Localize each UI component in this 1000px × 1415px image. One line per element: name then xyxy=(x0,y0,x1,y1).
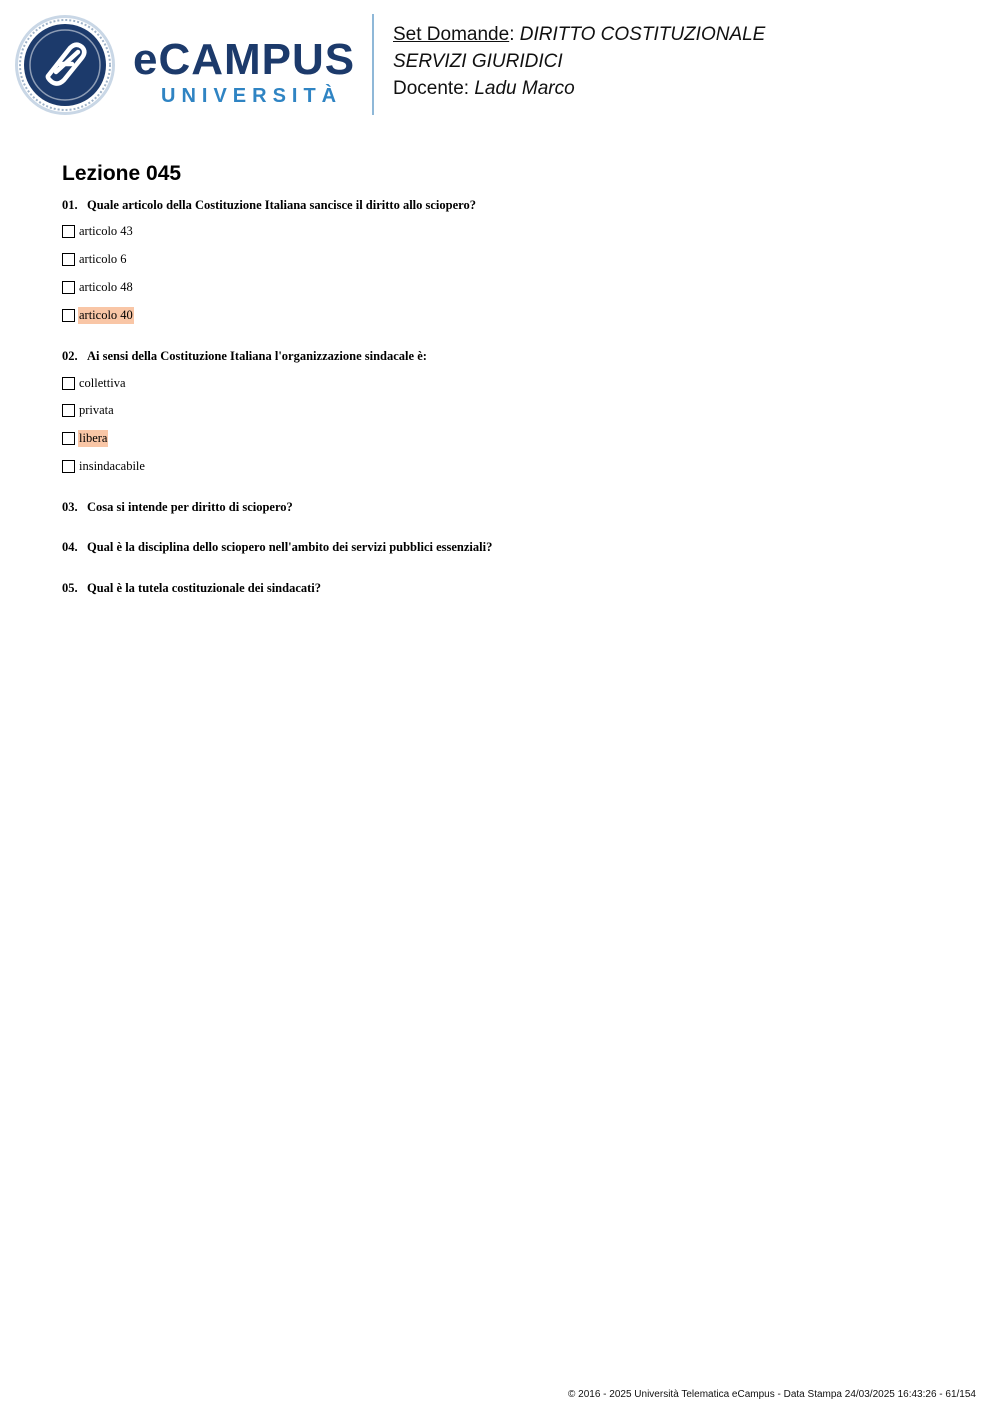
option-text: articolo 6 xyxy=(79,251,127,266)
teacher-label: Docente: xyxy=(393,78,470,99)
ecampus-wordmark-logo xyxy=(133,35,356,108)
option-text: privata xyxy=(79,402,114,417)
question-02 xyxy=(62,349,427,364)
question-text: Ai sensi della Costituzione Italiana l'organizzazione sindacale è: xyxy=(87,349,427,363)
checkbox[interactable] xyxy=(62,404,75,417)
teacher-line xyxy=(393,75,765,102)
option-text-highlighted: articolo 40 xyxy=(79,307,133,322)
lesson-title: Lezione 045 xyxy=(62,162,182,185)
question-text: Quale articolo della Costituzione Italiana sancisce il diritto allo sciopero? xyxy=(87,198,476,212)
answer-option-correct[interactable] xyxy=(62,307,134,323)
question-text: Cosa si intende per diritto di sciopero? xyxy=(87,500,293,514)
answer-option[interactable] xyxy=(62,375,127,391)
answer-option[interactable] xyxy=(62,458,146,474)
set-separator: : xyxy=(509,24,515,45)
option-text-highlighted: libera xyxy=(79,430,108,445)
course-name-line2: SERVIZI GIURIDICI xyxy=(393,51,563,72)
question-number: 05. xyxy=(62,581,78,595)
checkbox[interactable] xyxy=(62,225,75,238)
header-divider xyxy=(372,14,374,115)
page-footer: © 2016 - 2025 Università Telematica eCampus - Data Stampa 24/03/2025 16:43:26 - 61/154 xyxy=(568,1389,976,1400)
ecampus-seal-logo xyxy=(14,14,116,116)
checkbox[interactable] xyxy=(62,432,75,445)
question-number: 03. xyxy=(62,500,78,514)
question-04 xyxy=(62,540,492,555)
checkbox[interactable] xyxy=(62,281,75,294)
checkbox[interactable] xyxy=(62,309,75,322)
answer-option[interactable] xyxy=(62,251,128,267)
option-text: articolo 43 xyxy=(79,223,133,238)
question-number: 04. xyxy=(62,540,78,554)
answer-option-correct[interactable] xyxy=(62,430,108,446)
checkbox[interactable] xyxy=(62,377,75,390)
logo-brand-text: eCAMPUS xyxy=(133,35,356,84)
question-number: 01. xyxy=(62,198,78,212)
checkbox[interactable] xyxy=(62,460,75,473)
option-text: collettiva xyxy=(79,375,126,390)
course-name-line1: DIRITTO COSTITUZIONALE xyxy=(519,24,766,45)
checkbox[interactable] xyxy=(62,253,75,266)
question-text: Qual è la disciplina dello sciopero nell'ambito dei servizi pubblici essenziali? xyxy=(87,540,493,554)
teacher-name: Ladu Marco xyxy=(474,78,575,99)
question-number: 02. xyxy=(62,349,78,363)
answer-option[interactable] xyxy=(62,223,134,239)
question-05 xyxy=(62,581,321,596)
option-text: articolo 48 xyxy=(79,279,133,294)
answer-option[interactable] xyxy=(62,402,115,418)
answer-option[interactable] xyxy=(62,279,134,295)
option-text: insindacabile xyxy=(79,458,145,473)
question-03 xyxy=(62,500,293,515)
course-info xyxy=(393,21,765,102)
question-text: Qual è la tutela costituzionale dei sindacati? xyxy=(87,581,322,595)
question-01 xyxy=(62,198,476,213)
set-label: Set Domande xyxy=(393,24,510,45)
page-header xyxy=(0,0,1000,130)
course-line-1 xyxy=(393,21,765,48)
logo-subtitle-text: UNIVERSITÀ xyxy=(161,85,343,107)
course-line-2 xyxy=(393,48,765,75)
